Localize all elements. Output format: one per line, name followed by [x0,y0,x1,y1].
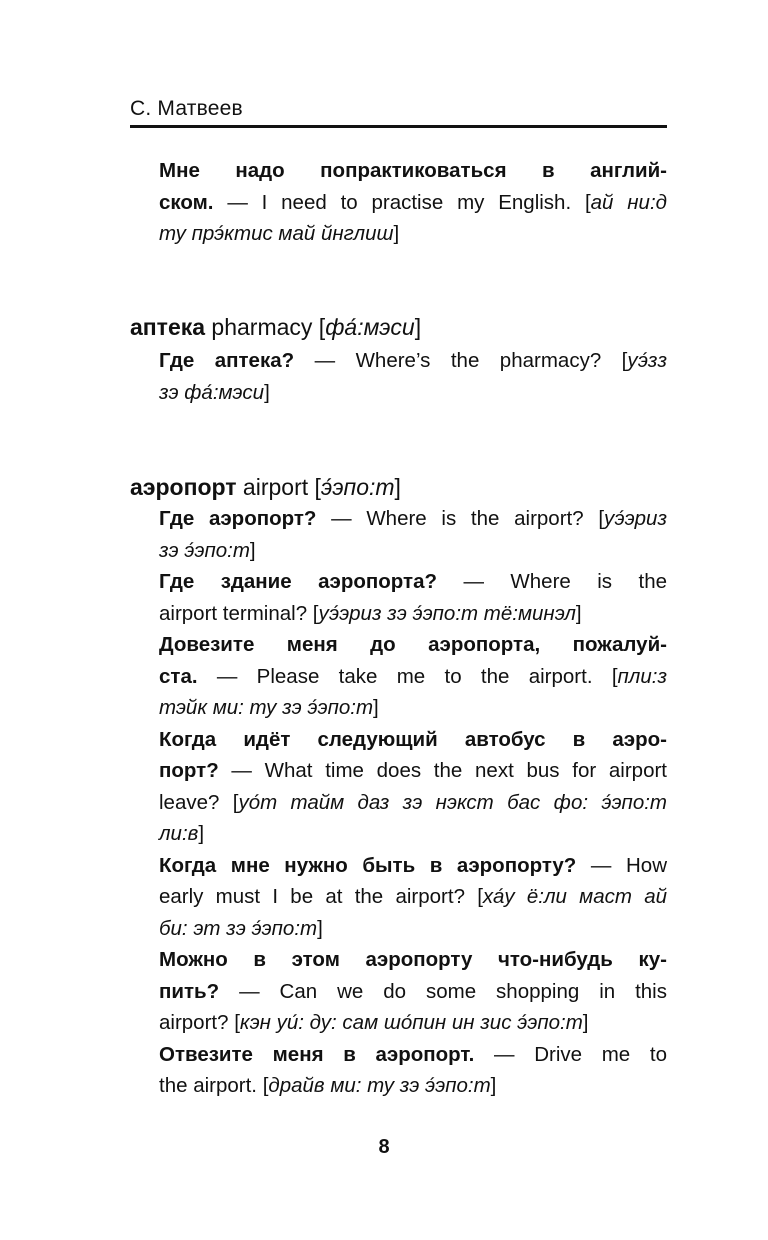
headword: аптека [130,314,206,340]
phrase-english: the airport. [ [159,1074,269,1097]
example-line [159,661,667,693]
phrase-russian: Когда идёт следующий автобус в аэро- [159,727,667,751]
headword: аэропорт [130,474,237,500]
example-line [159,692,667,724]
page-number: 8 [378,1136,390,1158]
bracket-close: ] [393,222,400,245]
headword-line [130,472,667,502]
phrase-transcription: зэ фа́:мэси [159,380,265,404]
example-lines [159,155,667,250]
example-line [159,944,667,976]
bracket-close: ] [373,696,379,719]
example-line [159,755,667,787]
phrase-russian: Где здание аэропорта? [159,570,438,593]
bracket-close: ] [317,916,323,940]
bracket-close: ] [414,314,422,340]
phrase-english: — How [576,853,667,877]
phrase-russian: Можно в этом аэропорту что-нибудь ку- [159,948,667,971]
phrase-transcription: пли:з [617,664,667,688]
example-line [159,976,667,1008]
header-rule [130,125,667,128]
phrase-english: — Where’s the pharmacy? [ [294,349,628,372]
example-line [159,787,667,819]
phrase-russian: ском. [159,190,214,214]
example-line [159,1039,667,1071]
phrase-russian: Отвезите меня в аэропорт. [159,1042,475,1066]
phrase-transcription: уэ́эриз зэ э́эпо:т тё:минэл [318,601,576,625]
phrase-transcription: зэ э́эпо:т [159,538,250,562]
phrase-english: leave? [ [159,790,239,814]
bracket-close: ] [394,474,401,500]
phrase-transcription: кэн уи́: ду: сам шо́пин ин зис э́эпо:т [239,1011,583,1034]
example-line [159,629,667,661]
example-lines [159,345,667,408]
bracket-close: ] [264,380,270,404]
phrase-english: — Where is the airport? [ [316,507,605,530]
phrase-transcription: ха́у ё:ли маст ай [482,885,667,908]
phrase-russian: Мне надо попрактиковаться в англий- [159,159,667,182]
headword-transcription: фа́:мэси [325,314,415,340]
phrase-russian: Где аэропорт? [159,507,317,530]
example-line [159,1007,667,1039]
phrase-english: airport? [ [159,1011,240,1034]
example-line [159,850,667,882]
phrase-english: — Can we do some shopping in this [219,979,667,1003]
phrase-english: — Please take me to the airport. [ [197,664,618,688]
phrase-transcription: уо́т тайм даз зэ нэкст бас фо: э́эпо:т [238,790,667,814]
phrase-english: early must I be at the airport? [ [159,885,483,908]
phrase-transcription: уэ́зз [627,349,667,372]
example-line [159,345,667,377]
phrase-russian: Довезите меня до аэропорта, пожалуй- [159,633,667,656]
headword-translation: pharmacy [ [205,314,326,340]
running-header-author: С. Матвеев [130,97,243,120]
phrase-transcription: ли:в [159,822,199,845]
phrase-transcription: ту прэ́ктис май йнглиш [159,222,394,245]
phrase-russian: Когда мне нужно быть в аэропорту? [159,853,577,877]
phrase-russian: пить? [159,979,220,1003]
example-line [159,155,667,187]
example-lines [159,503,667,1102]
example-line [159,1070,667,1102]
phrase-russian: ста. [159,664,198,688]
bracket-close: ] [198,822,205,845]
example-line [159,187,667,219]
phrase-transcription: ай ни:д [590,190,667,214]
phrase-transcription: би: эт зэ э́эпо:т [159,916,318,940]
phrase-transcription: уэ́эриз [604,507,667,530]
example-line [159,218,667,250]
example-line [159,598,667,630]
bracket-close: ] [249,538,256,562]
example-line [159,913,667,945]
phrase-english: — Where is the [437,570,667,593]
bracket-close: ] [575,601,582,625]
example-line [159,377,667,409]
headword-line [130,312,667,342]
phrase-transcription: тэйк ми: ту зэ э́эпо:т [159,696,374,719]
phrase-english: — Drive me to [474,1042,667,1066]
bracket-close: ] [490,1074,497,1097]
phrase-russian: Где аптека? [159,349,295,372]
phrase-english: — I need to practise my English. [ [213,190,591,214]
example-line [159,881,667,913]
example-line [159,535,667,567]
phrase-russian: порт? [159,759,219,782]
phrase-english: — What time does the next bus for airport [218,759,667,782]
example-line [159,724,667,756]
phrase-transcription: драйв ми: ту зэ э́эпо:т [268,1074,491,1097]
headword-transcription: э́эпо:т [320,474,395,500]
phrase-english: airport terminal? [ [159,601,319,625]
example-line [159,818,667,850]
example-line [159,566,667,598]
bracket-close: ] [582,1011,589,1034]
example-line [159,503,667,535]
headword-translation: airport [ [236,474,321,500]
